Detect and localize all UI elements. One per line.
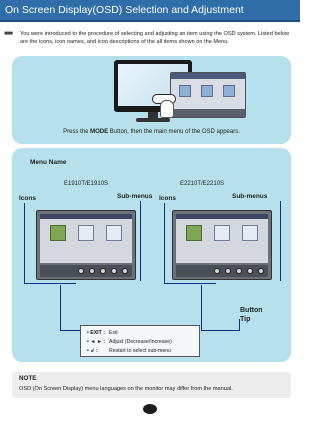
- icons-connector-left: [24, 203, 25, 283]
- mode-illustration-panel: [12, 56, 291, 144]
- osd-key-right-icon[interactable]: [89, 268, 95, 274]
- button-connector: [60, 285, 61, 330]
- intro-paragraph: [4, 30, 290, 46]
- osd-preview-icon: [223, 85, 235, 97]
- icons-connector-right: [164, 203, 165, 283]
- press-mode-instruction: Press the MODE Button, then the main menu of the OSD appears.: [63, 129, 240, 135]
- osd-key-up-icon[interactable]: [247, 268, 253, 274]
- submenus-label-left: Sub-menus: [117, 193, 153, 200]
- osd-key-enter-icon[interactable]: [100, 268, 106, 274]
- osd-key-enter-icon[interactable]: [236, 268, 242, 274]
- button-connector: [201, 285, 202, 330]
- legend-select: • ↲ : Restart to select sub-menu: [87, 348, 171, 354]
- osd-key-exit-icon[interactable]: [122, 268, 128, 274]
- model-label-left: E1910T/E1910S: [64, 181, 109, 187]
- submenus-connector-left: [140, 201, 141, 281]
- page-title: On Screen Display(OSD) Selection and Adjustment: [5, 4, 244, 16]
- osd-menu-body: [176, 219, 268, 263]
- button-connector: [60, 330, 80, 331]
- note-box: [12, 372, 291, 398]
- osd-key-left-icon[interactable]: [214, 268, 220, 274]
- osd-menu-right: [172, 210, 272, 280]
- osd-menu-body: [40, 219, 132, 263]
- legend-adjust: • ◄ ► : Adjust (Decrease/Increase): [87, 339, 172, 345]
- osd-setup-icon[interactable]: [242, 225, 258, 241]
- osd-color-icon[interactable]: [78, 225, 94, 241]
- icons-label-left: Icons: [19, 195, 36, 202]
- intro-text: You were introduced to the procedure of selecting and adjusting an item using the OSD system. Listed below are the icons, icon names, and icon descriptions of the all items shown on the Menu.: [20, 31, 290, 45]
- intro-bullet: ■■■: [4, 31, 12, 37]
- icons-connector-right: [164, 283, 216, 284]
- submenus-connector-right: [280, 201, 281, 281]
- osd-key-up-icon[interactable]: [111, 268, 117, 274]
- osd-setup-icon[interactable]: [106, 225, 122, 241]
- submenus-label-right: Sub-menus: [232, 193, 268, 200]
- legend-exit: • EXIT : Exit: [87, 330, 118, 336]
- osd-menu-left: [36, 210, 136, 280]
- hand-pointer-icon: [160, 100, 174, 118]
- monitor-base: [136, 118, 170, 122]
- osd-picture-icon[interactable]: [50, 225, 66, 241]
- note-text: OSD (On Screen Display) menu languages on the monitor may differ from the manual.: [19, 386, 233, 392]
- button-tip-label: Button Tip: [240, 307, 263, 323]
- icons-connector-left: [24, 283, 76, 284]
- osd-preview-icon: [179, 85, 191, 97]
- icons-label-right: Icons: [159, 195, 176, 202]
- osd-button-bar: [40, 265, 132, 277]
- osd-preview-footer: [171, 109, 245, 117]
- button-tip-connector: [201, 330, 239, 331]
- osd-button-bar: [176, 265, 268, 277]
- note-heading: NOTE: [19, 375, 37, 382]
- page-header: [0, 0, 300, 22]
- osd-preview-title-bar: [171, 73, 245, 79]
- osd-color-icon[interactable]: [214, 225, 230, 241]
- osd-preview-icon: [201, 85, 213, 97]
- model-label-right: E2210T/E2210S: [180, 181, 225, 187]
- osd-picture-icon[interactable]: [186, 225, 202, 241]
- button-legend: [80, 325, 200, 357]
- page-number-marker: [143, 404, 157, 414]
- mode-button-label: MODE: [90, 129, 109, 135]
- osd-key-right-icon[interactable]: [225, 268, 231, 274]
- menu-name-label: Menu Name: [30, 159, 67, 166]
- osd-key-left-icon[interactable]: [78, 268, 84, 274]
- osd-preview: [170, 72, 246, 118]
- osd-key-exit-icon[interactable]: [258, 268, 264, 274]
